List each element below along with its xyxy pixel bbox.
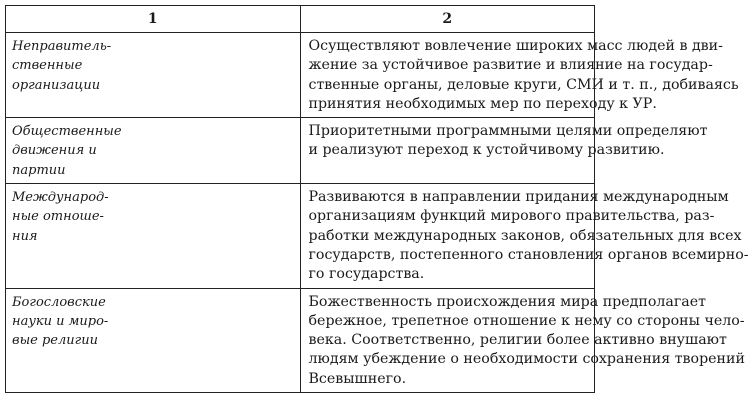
row-label-line: ния <box>12 228 38 244</box>
row-text-line: людям убеждение о необходимости сохранения творений <box>308 351 745 368</box>
row-text-line: го государства. <box>308 266 425 283</box>
row-text-line: Всевышнего. <box>308 370 407 387</box>
row-label-line: организации <box>12 77 101 93</box>
row-text-line: Божественность происхождения мира предполагает <box>308 293 706 310</box>
row-label-line: Международ- <box>12 190 109 206</box>
row-description <box>300 184 749 288</box>
row-label-line: Общественные <box>12 124 122 140</box>
row-text-line: века. Соответственно, религии более активно внушают <box>308 332 727 349</box>
row-text-line: и реализуют переход к устойчивому развитию. <box>308 142 665 159</box>
table-row <box>6 118 595 184</box>
row-text-line: ственные органы, деловые круги, СМИ и т. п., добиваясь <box>308 76 739 93</box>
row-label <box>6 288 301 392</box>
row-label <box>6 33 301 118</box>
row-text-line: Осуществляют вовлечение широких масс людей в дви- <box>308 38 723 54</box>
row-text-line: организациям функций мирового правительства, раз- <box>308 208 715 225</box>
row-description <box>300 118 708 184</box>
row-text-line: государств, постепенного становления органов всемирно- <box>308 246 749 263</box>
table-row <box>6 33 595 118</box>
row-label <box>6 118 301 184</box>
row-text-line: работки международных законов, обязательных для всех <box>308 227 742 244</box>
header-row <box>6 6 595 33</box>
column-header-1: 1 <box>6 6 301 33</box>
row-label-line: вые религии <box>12 333 98 349</box>
table-row <box>6 184 595 288</box>
column-header-2: 2 <box>300 6 595 33</box>
table-row <box>6 288 595 392</box>
row-label-line: партии <box>12 162 66 178</box>
row-label <box>6 184 301 288</box>
row-description <box>300 288 745 392</box>
row-text-line: Приоритетными программными целями определяют <box>308 123 708 140</box>
row-label-line: Неправитель- <box>12 39 112 54</box>
row-label-line: ственные <box>12 58 83 74</box>
comparison-table <box>5 5 749 393</box>
row-label-line: движения и <box>12 143 97 159</box>
row-label-line: науки и миро- <box>12 313 109 329</box>
row-text-line: принятия необходимых мер по переходу к УР. <box>308 95 657 112</box>
row-description <box>300 33 739 118</box>
row-text-line: Развиваются в направлении придания международным <box>308 189 729 206</box>
row-label-line: ные отноше- <box>12 209 104 225</box>
row-text-line: жение за устойчивое развитие и влияние на государ- <box>308 57 713 74</box>
row-label-line: Богословские <box>12 294 106 310</box>
document-page <box>5 5 749 393</box>
row-text-line: бережное, трепетное отношение к нему со стороны чело- <box>308 312 745 329</box>
